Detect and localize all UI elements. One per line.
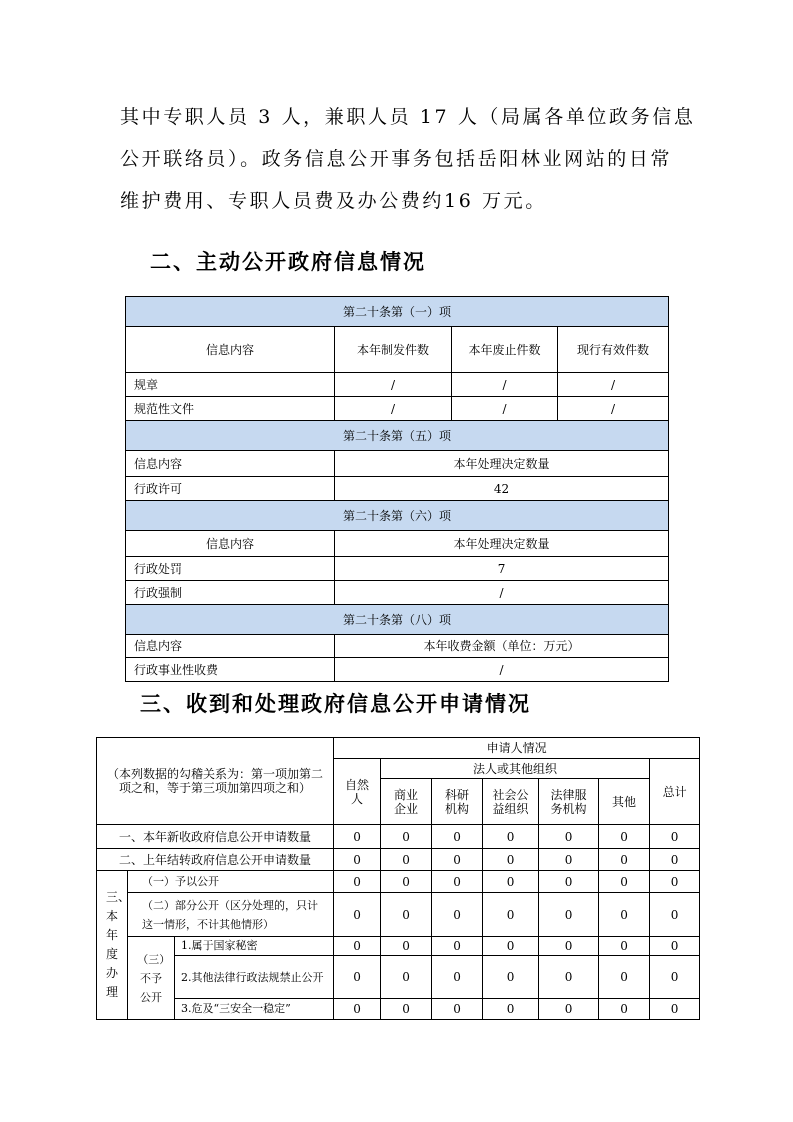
table1-band-article-8: 第二十条第（八）项: [126, 605, 669, 635]
table2-cell: 0: [650, 937, 700, 956]
table2-cell: 0: [599, 999, 650, 1020]
table2-cell: 0: [432, 849, 483, 871]
table2-cell: 0: [650, 849, 700, 871]
table2-cell: 0: [599, 825, 650, 849]
table2-header-total: 总计: [650, 759, 700, 825]
table2-cell: 0: [650, 871, 700, 893]
table1-header-decisions: 本年处理决定数量: [335, 451, 669, 477]
table2-cell: 0: [483, 825, 539, 849]
table2-cell: 0: [334, 893, 381, 937]
table2-row-label: 1.属于国家秘密: [175, 937, 334, 956]
table1-row-label: 行政处罚: [126, 557, 335, 581]
table2-header-legal: 法人或其他组织: [381, 759, 650, 779]
table1-row-label: 行政许可: [126, 477, 335, 501]
table2-header-legal-service: 法律服务机构: [539, 779, 599, 825]
table1-cell: /: [452, 373, 558, 397]
table1-cell: /: [335, 373, 452, 397]
table1-header-fees: 本年收费金额（单位：万元）: [335, 635, 669, 658]
section-2-heading: 二、主动公开政府信息情况: [150, 250, 426, 274]
table2-cell: 0: [334, 825, 381, 849]
table2-section-label: 三、本年度办理: [97, 871, 128, 1020]
table2-cell: 0: [432, 825, 483, 849]
table2-cell: 0: [381, 825, 432, 849]
table2-cell: 0: [539, 871, 599, 893]
table2-row-label: （二）部分公开（区分处理的，只计这一情形，不计其他情形）: [128, 893, 334, 937]
table2-cell: 0: [432, 893, 483, 937]
table2-cell: 0: [483, 893, 539, 937]
proactive-disclosure-table: [125, 296, 669, 682]
intro-paragraph: [120, 96, 696, 222]
table1-row-label: 规章: [126, 373, 335, 397]
table1-row-label: 信息内容: [126, 451, 335, 477]
intro-line: 维护费用、专职人员费及办公费约16 万元。: [120, 190, 547, 212]
table2-cell: 0: [381, 849, 432, 871]
table2-cell: 0: [334, 999, 381, 1020]
table2-row-label: 一、本年新收政府信息公开申请数量: [97, 825, 334, 849]
table1-row-label: 行政强制: [126, 581, 335, 605]
table2-cell: 0: [539, 937, 599, 956]
table2-deny-label: （三）不予公开: [128, 937, 175, 1020]
intro-line: 其中专职人员 3 人，兼职人员 17 人（局属各单位政务信息: [120, 106, 696, 128]
table1-header-decisions: 本年处理决定数量: [335, 531, 669, 557]
table2-cell: 0: [432, 871, 483, 893]
table1-cell: 7: [335, 557, 669, 581]
table1-header-valid: 现行有效件数: [558, 327, 669, 373]
table2-cell: 0: [483, 999, 539, 1020]
table2-row-label: 二、上年结转政府信息公开申请数量: [97, 849, 334, 871]
table2-header-social: 社会公益组织: [483, 779, 539, 825]
table2-cell: 0: [432, 937, 483, 956]
table2-cell: 0: [599, 937, 650, 956]
table2-row-label: 3.危及“三安全一稳定”: [175, 999, 334, 1020]
table2-cell: 0: [483, 849, 539, 871]
table1-row-label: 行政事业性收费: [126, 658, 335, 682]
table2-cell: 0: [432, 999, 483, 1020]
table2-cell: 0: [334, 956, 381, 999]
table2-cell: 0: [599, 893, 650, 937]
table1-cell: /: [335, 397, 452, 421]
table2-cell: 0: [381, 893, 432, 937]
table1-row-label: 规范性文件: [126, 397, 335, 421]
table2-header-commercial: 商业企业: [381, 779, 432, 825]
table2-cell: 0: [381, 999, 432, 1020]
table1-cell: /: [335, 581, 669, 605]
table2-cell: 0: [432, 956, 483, 999]
table2-cell: 0: [334, 937, 381, 956]
table2-cell: 0: [599, 849, 650, 871]
table2-cell: 0: [483, 871, 539, 893]
table2-header-applicant: 申请人情况: [334, 738, 700, 759]
table2-cell: 0: [599, 956, 650, 999]
table1-header-abolished: 本年废止件数: [452, 327, 558, 373]
table1-header-content: 信息内容: [126, 531, 335, 557]
table1-band-article-1: 第二十条第（一）项: [126, 297, 669, 327]
table2-header-research: 科研机构: [432, 779, 483, 825]
table1-header-issued: 本年制发件数: [335, 327, 452, 373]
table2-cell: 0: [381, 871, 432, 893]
table2-cell: 0: [539, 825, 599, 849]
table2-row-label: （一）予以公开: [128, 871, 334, 893]
table1-cell: /: [335, 658, 669, 682]
table2-cell: 0: [539, 999, 599, 1020]
table2-cell: 0: [650, 893, 700, 937]
table2-row-label: 2.其他法律行政法规禁止公开: [175, 956, 334, 999]
table1-band-article-6: 第二十条第（六）项: [126, 501, 669, 531]
table2-cell: 0: [483, 956, 539, 999]
table2-cell: 0: [334, 849, 381, 871]
table2-cell: 0: [650, 999, 700, 1020]
table2-cell: 0: [650, 825, 700, 849]
table2-header-other: 其他: [599, 779, 650, 825]
table1-cell: /: [558, 373, 669, 397]
table1-header-content: 信息内容: [126, 327, 335, 373]
table2-cell: 0: [539, 893, 599, 937]
intro-line: 公开联络员）。政务信息公开事务包括岳阳林业网站的日常: [120, 148, 673, 170]
table2-cell: 0: [539, 956, 599, 999]
table2-cell: 0: [483, 937, 539, 956]
table1-cell: /: [452, 397, 558, 421]
section-3-heading: 三、收到和处理政府信息公开申请情况: [140, 692, 531, 716]
table1-band-article-5: 第二十条第（五）项: [126, 421, 669, 451]
applications-table: [96, 737, 700, 1020]
table2-cell: 0: [539, 849, 599, 871]
table2-cell: 0: [599, 871, 650, 893]
table2-note: （本列数据的勾稽关系为：第一项加第二项之和，等于第三项加第四项之和）: [97, 738, 334, 825]
table2-header-natural: 自然人: [334, 759, 381, 825]
table2-cell: 0: [381, 956, 432, 999]
table2-cell: 0: [381, 937, 432, 956]
table2-cell: 0: [334, 871, 381, 893]
table1-row-label: 信息内容: [126, 635, 335, 658]
table1-cell: 42: [335, 477, 669, 501]
table1-cell: /: [558, 397, 669, 421]
table2-cell: 0: [650, 956, 700, 999]
